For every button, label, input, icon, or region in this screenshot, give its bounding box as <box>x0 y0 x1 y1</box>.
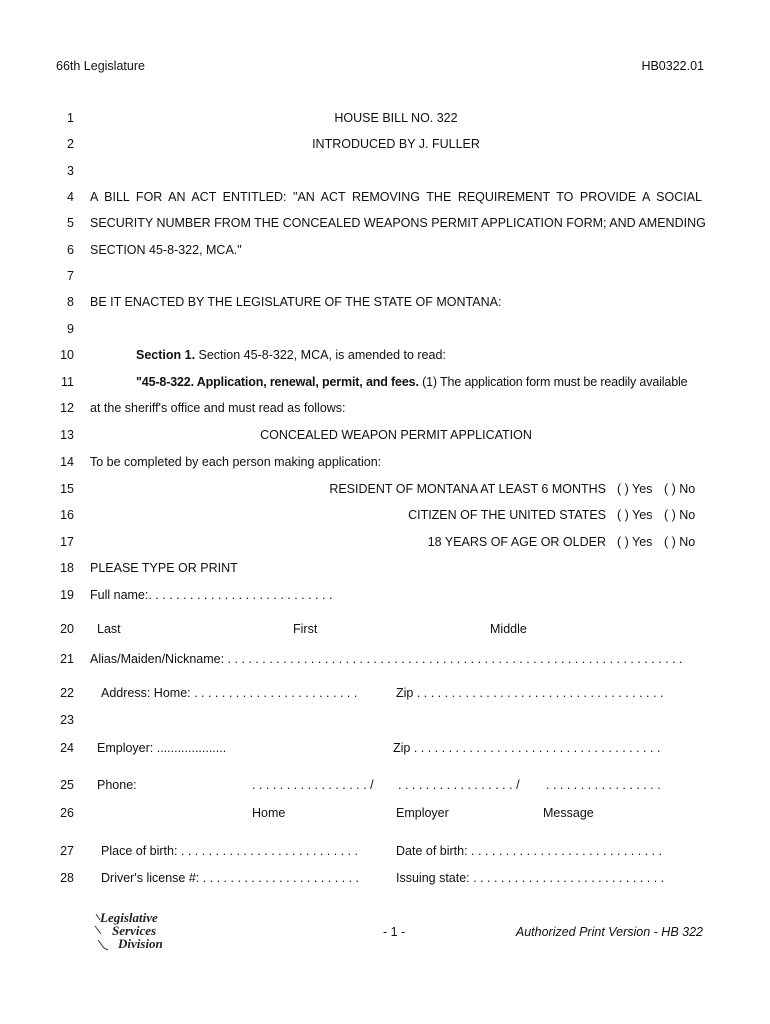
line-number: 11 <box>61 375 74 389</box>
question-resident: RESIDENT OF MONTANA AT LEAST 6 MONTHS <box>329 482 606 496</box>
bill-sponsor: INTRODUCED BY J. FULLER <box>312 137 480 151</box>
employer-field: Employer: .................... <box>97 741 227 755</box>
statute-text: (1) The application form must be readily available <box>418 375 688 389</box>
age-no: ( ) No <box>664 535 696 549</box>
line-number: 16 <box>60 508 74 522</box>
line-number: 15 <box>60 482 74 496</box>
line-number: 24 <box>60 741 74 755</box>
age-yes: ( ) Yes <box>617 535 653 549</box>
line-number: 1 <box>67 111 74 125</box>
question-citizen: CITIZEN OF THE UNITED STATES <box>408 508 606 522</box>
logo-text-services: Services <box>112 923 157 938</box>
phone-employer-field: . . . . . . . . . . . . . . . . . / <box>398 778 520 792</box>
employer-zip-field: Zip . . . . . . . . . . . . . . . . . . . . . . . . . . . . . . . . . . . . <box>393 741 661 755</box>
line-number: 22 <box>60 686 74 700</box>
act-title-line-2: SECURITY NUMBER FROM THE CONCEALED WEAPONS PERMIT APPLICATION FORM; AND AMENDING <box>90 216 706 230</box>
place-of-birth-field: Place of birth: . . . . . . . . . . . . . . . . . . . . . . . . . . <box>101 844 359 858</box>
phone-home-field: . . . . . . . . . . . . . . . . . / <box>252 778 374 792</box>
line-number: 26 <box>60 806 74 820</box>
statute-heading <box>136 375 687 389</box>
form-title: CONCEALED WEAPON PERMIT APPLICATION <box>260 428 532 442</box>
line-number: 10 <box>60 348 74 362</box>
alias-field: Alias/Maiden/Nickname: . . . . . . . . . . . . . . . . . . . . . . . . . . . . . . . . . . . . . . . . . . . . . . . . . . . . . . . . . . . . . . . . . . <box>90 652 683 666</box>
type-or-print: PLEASE TYPE OR PRINT <box>90 561 238 575</box>
section-text: Section 45-8-322, MCA, is amended to read: <box>195 348 446 362</box>
phone-employer-label: Employer <box>396 806 449 820</box>
issuing-state-field: Issuing state: . . . . . . . . . . . . . . . . . . . . . . . . . . . . <box>396 871 665 885</box>
line-number: 27 <box>60 844 74 858</box>
phone-home-label: Home <box>252 806 286 820</box>
act-title-line-1: A BILL FOR AN ACT ENTITLED: "AN ACT REMOVING THE REQUIREMENT TO PROVIDE A SOCIAL <box>90 190 702 204</box>
citizen-yes: ( ) Yes <box>617 508 653 522</box>
page-number: - 1 - <box>383 925 406 939</box>
phone-message-field: . . . . . . . . . . . . . . . . . <box>546 778 661 792</box>
header-bill-number: HB0322.01 <box>641 59 704 73</box>
line-number: 21 <box>60 652 74 666</box>
line-number: 25 <box>60 778 74 792</box>
section-label: Section 1. <box>136 348 196 362</box>
line-number: 6 <box>67 243 74 257</box>
line-number: 18 <box>60 561 74 575</box>
statute-bold: "45-8-322. Application, renewal, permit, and fees. <box>136 375 419 389</box>
line-number: 8 <box>67 295 74 309</box>
resident-no: ( ) No <box>664 482 696 496</box>
authorized-print-text: Authorized Print Version - HB 322 <box>515 925 703 939</box>
full-name-field: Full name:. . . . . . . . . . . . . . . . . . . . . . . . . . . <box>90 588 333 602</box>
first-name-label: First <box>293 622 318 636</box>
line-number: 17 <box>60 535 74 549</box>
phone-message-label: Message <box>543 806 594 820</box>
line-number: 23 <box>60 713 74 727</box>
line-number: 12 <box>60 401 74 415</box>
form-intro: To be completed by each person making application: <box>90 455 382 469</box>
middle-name-label: Middle <box>490 622 527 636</box>
line-number: 28 <box>60 871 74 885</box>
section-heading <box>136 348 446 362</box>
line-number: 5 <box>67 216 74 230</box>
line-number: 4 <box>67 190 74 204</box>
phone-label: Phone: <box>97 778 137 792</box>
bill-title: HOUSE BILL NO. 322 <box>334 111 458 125</box>
logo-text-legislative: Legislative <box>100 910 158 925</box>
home-zip-field: Zip . . . . . . . . . . . . . . . . . . . . . . . . . . . . . . . . . . . . <box>396 686 664 700</box>
line-number: 19 <box>60 588 74 602</box>
line-number: 3 <box>67 164 74 178</box>
header-legislature: 66th Legislature <box>56 59 145 73</box>
drivers-license-field: Driver's license #: . . . . . . . . . . . . . . . . . . . . . . . <box>101 871 360 885</box>
authorized-print-version <box>516 925 703 939</box>
home-address-field: Address: Home: . . . . . . . . . . . . . . . . . . . . . . . . <box>101 686 358 700</box>
enacting-clause: BE IT ENACTED BY THE LEGISLATURE OF THE STATE OF MONTANA: <box>90 295 502 309</box>
line-number: 20 <box>60 622 74 636</box>
line-number: 7 <box>67 269 74 283</box>
question-age: 18 YEARS OF AGE OR OLDER <box>427 535 606 549</box>
logo-text-division: Division <box>118 936 163 951</box>
line-number: 2 <box>67 137 74 151</box>
statute-continuation: at the sheriff's office and must read as follows: <box>90 401 346 415</box>
act-title-line-3: SECTION 45-8-322, MCA." <box>90 243 242 257</box>
line-number: 13 <box>60 428 74 442</box>
line-number: 14 <box>60 455 74 469</box>
citizen-no: ( ) No <box>664 508 696 522</box>
legislative-services-logo <box>92 910 182 954</box>
line-number: 9 <box>67 322 74 336</box>
date-of-birth-field: Date of birth: . . . . . . . . . . . . . . . . . . . . . . . . . . . . <box>396 844 663 858</box>
resident-yes: ( ) Yes <box>617 482 653 496</box>
last-name-label: Last <box>97 622 121 636</box>
